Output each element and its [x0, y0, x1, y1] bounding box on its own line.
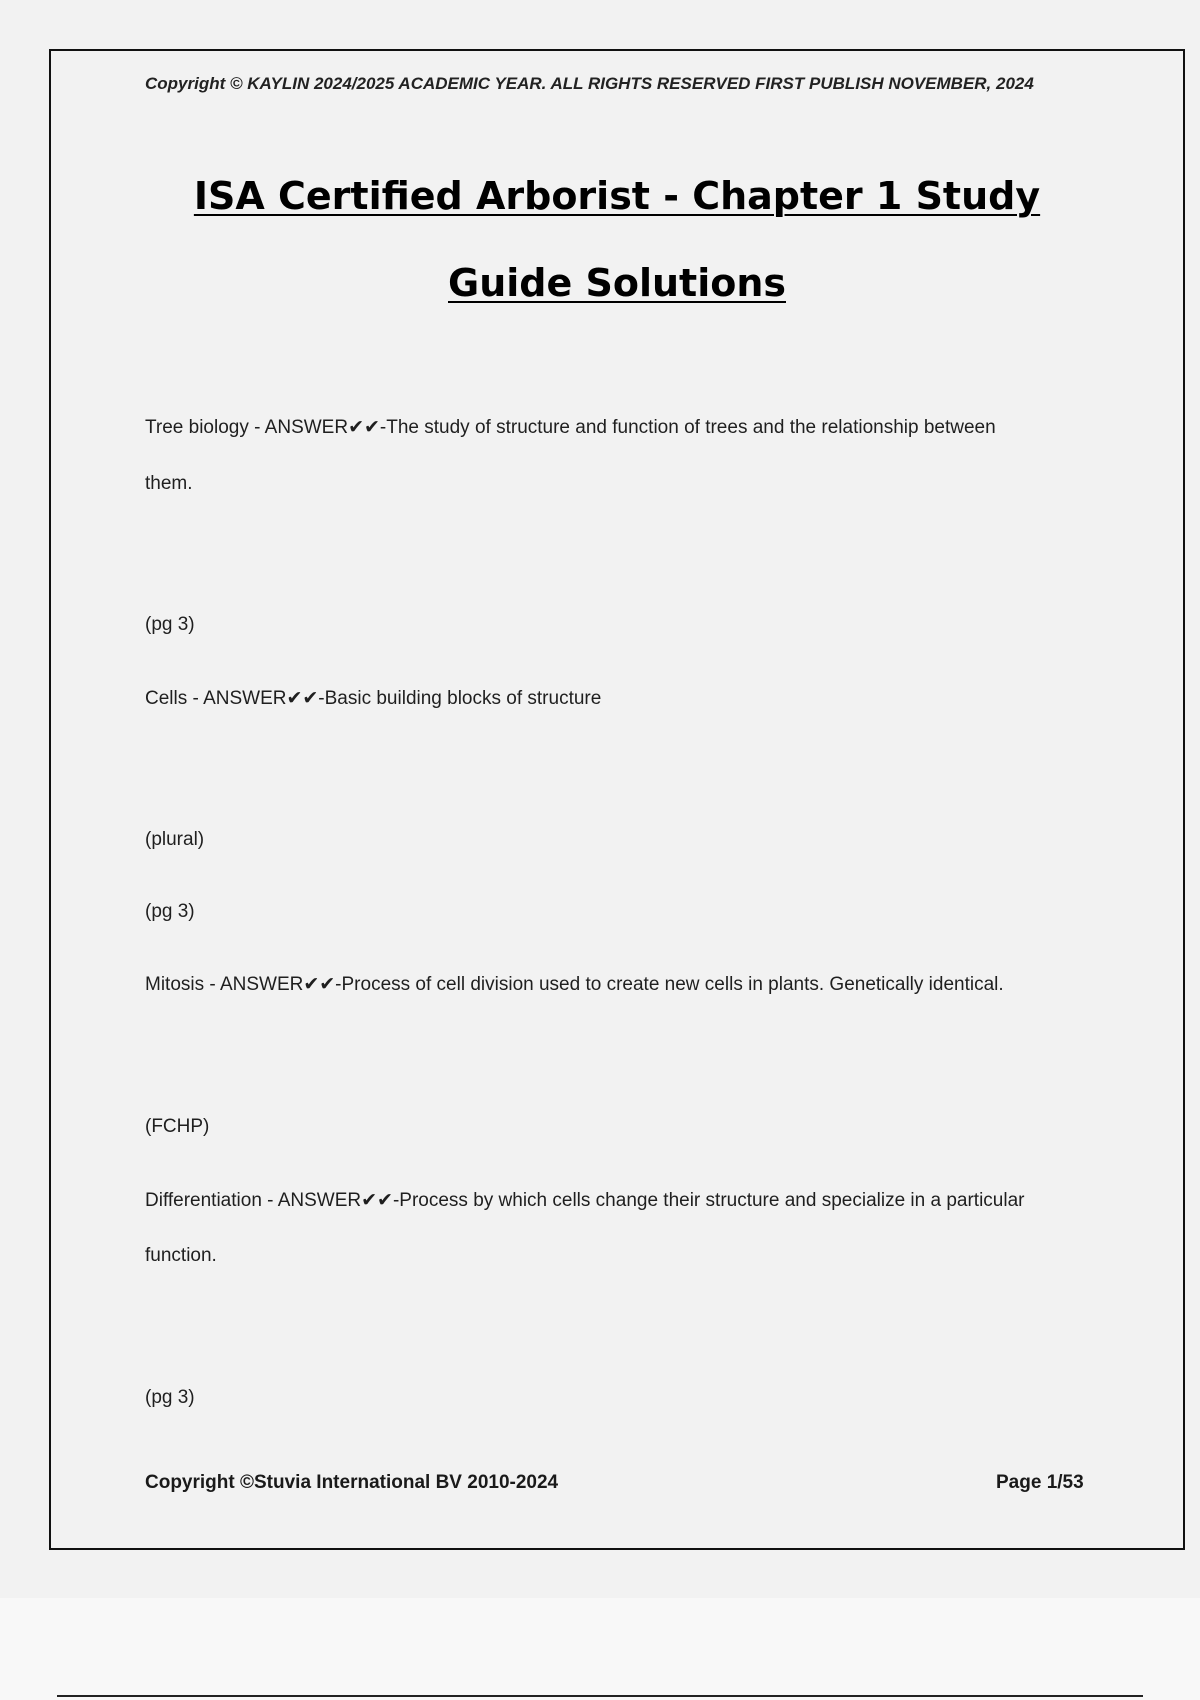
next-page-divider — [57, 1695, 1143, 1697]
entry-cells: Cells - ANSWER✔✔-Basic building blocks of structure — [145, 688, 602, 709]
document-title-line-2: Guide Solutions — [448, 261, 786, 305]
entry-page-ref: (pg 3) — [145, 614, 195, 635]
header-copyright: Copyright © KAYLIN 2024/2025 ACADEMIC YEAR. ALL RIGHTS RESERVED FIRST PUBLISH NOVEMBER, 2024 — [145, 74, 1034, 93]
entry-fchp-note: (FCHP) — [145, 1116, 210, 1137]
entry-differentiation: Differentiation - ANSWER✔✔-Process by which cells change their structure and specialize in a particular — [145, 1190, 1025, 1211]
document-title-line-1: ISA Certified Arborist - Chapter 1 Study — [193, 174, 1041, 218]
entry-tree-biology: Tree biology - ANSWER✔✔-The study of structure and function of trees and the relationship between — [145, 417, 996, 438]
entry-mitosis: Mitosis - ANSWER✔✔-Process of cell division used to create new cells in plants. Genetically identical. — [145, 974, 1004, 995]
footer-copyright: Copyright ©Stuvia International BV 2010-2024 — [145, 1472, 559, 1493]
entry-page-ref: (pg 3) — [145, 901, 195, 922]
entry-tree-biology-cont: them. — [145, 473, 193, 494]
entry-page-ref: (pg 3) — [145, 1387, 195, 1408]
page-number: Page 1/53 — [996, 1472, 1084, 1493]
entry-differentiation-cont: function. — [145, 1245, 217, 1266]
entry-plural-note: (plural) — [145, 829, 205, 850]
